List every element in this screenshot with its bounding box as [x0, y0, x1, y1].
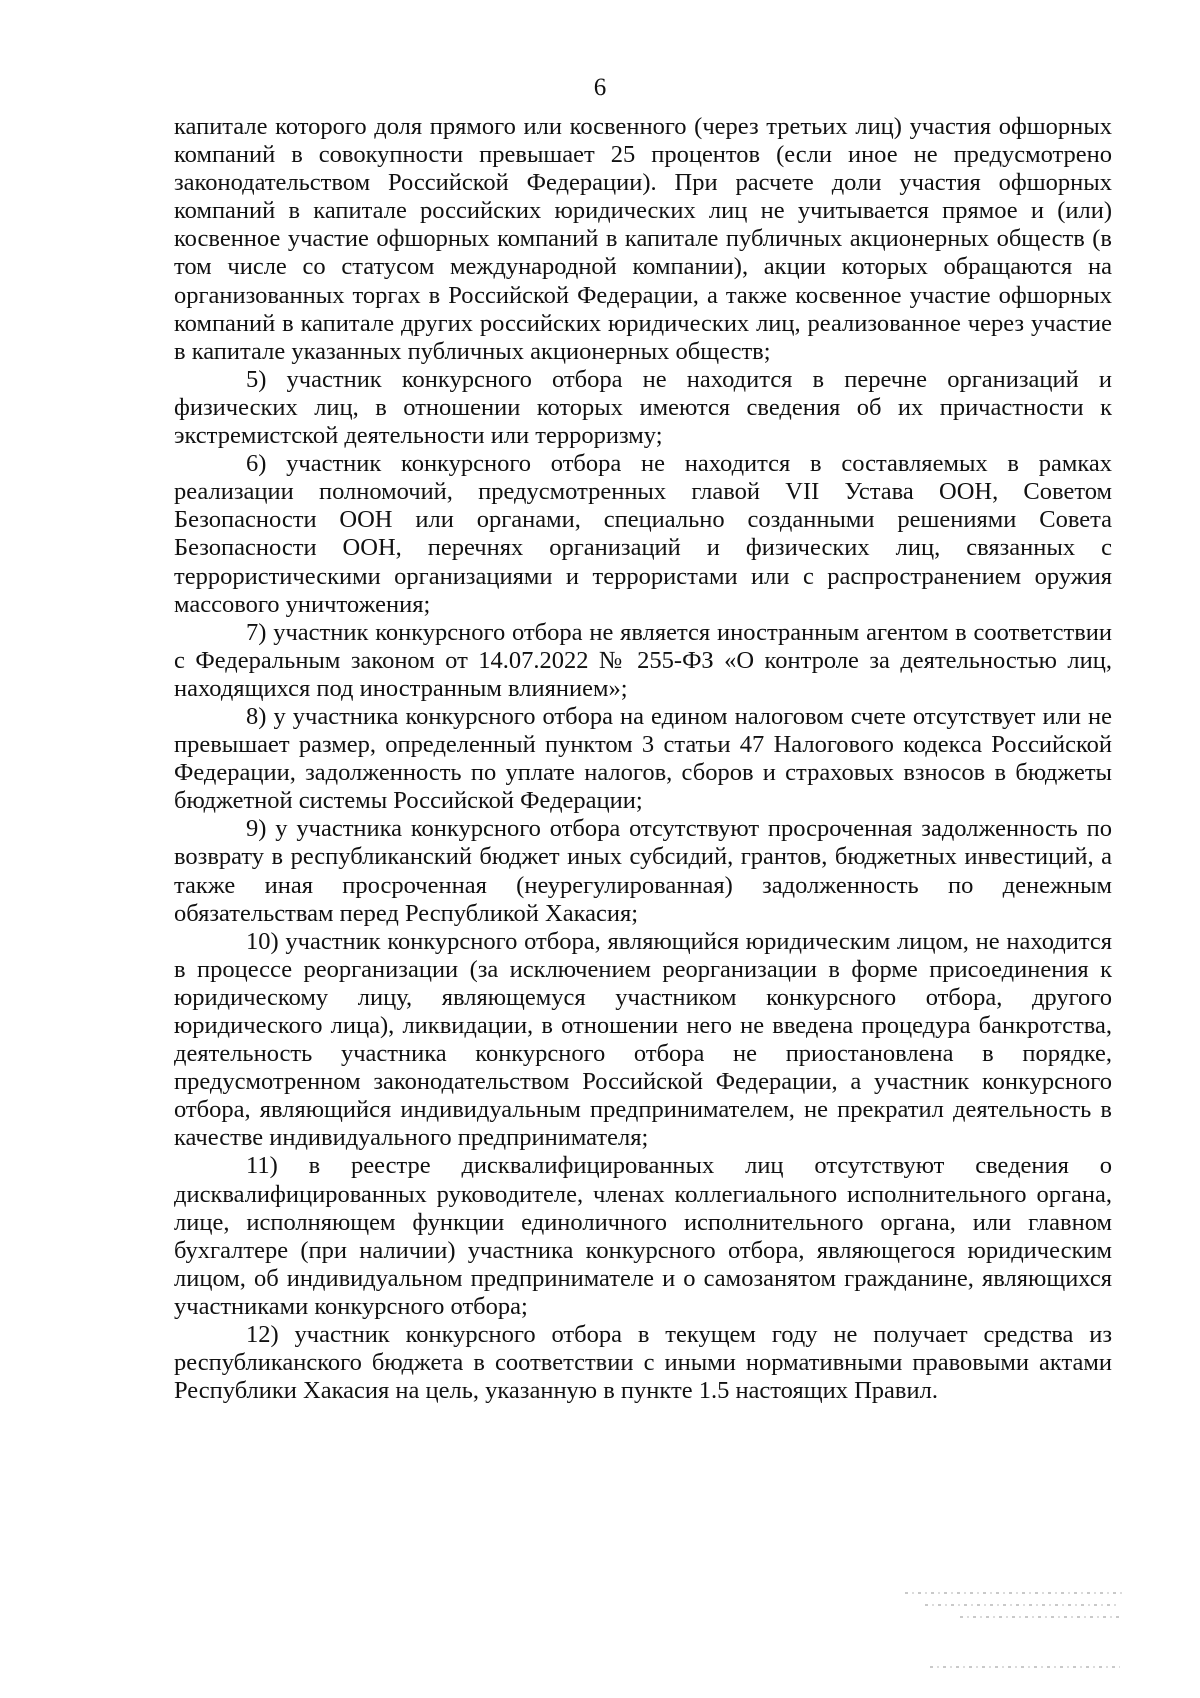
paragraph-item-11: 11) в реестре дисквалифицированных лиц отсутствуют сведения о дисквалифицированных руководителе, членах коллегиального исполнительного органа, лице, исполняющем функции единоличного исполнительного органа, или главном бухгалтере (при наличии) участника конкурсного отбора, являющегося юридическим лицом, об индивидуальном предпринимателе и о самозанятом гражданине, являющихся участниками конкурсного отбора;: [174, 1152, 1112, 1320]
paragraph-item-8: 8) у участника конкурсного отбора на едином налоговом счете отсутствует или не превышает размер, определенный пунктом 3 статьи 47 Налогового кодекса Российской Федерации, задолженность по уплате налогов, сборов и страховых взносов в бюджеты бюджетной системы Российской Федерации;: [174, 702, 1112, 815]
paragraph-item-6: 6) участник конкурсного отбора не находится в составляемых в рамках реализации полномочий, предусмотренных главой VII Устава ООН, Советом Безопасности ООН или органами, специально созданными решениями Совета Безопасности ООН, перечнях организаций и физических лиц, связанных с террористическими организациями и террористами или с распространением оружия массового уничтожения;: [174, 450, 1112, 618]
page-number: 6: [593, 74, 607, 101]
scan-artifact: [905, 1590, 1125, 1596]
scan-artifact: [925, 1602, 1120, 1608]
paragraph-item-9: 9) у участника конкурсного отбора отсутствуют просроченная задолженность по возврату в республиканский бюджет иных субсидий, грантов, бюджетных инвестиций, а также иная просроченная (неурегулированная) задолженность по денежным обязательствам перед Республикой Хакасия;: [174, 815, 1112, 927]
paragraph-item-5: 5) участник конкурсного отбора не находится в перечне организаций и физических лиц, в отношении которых имеются сведения об их причастности к экстремистской деятельности или терроризму;: [174, 365, 1112, 450]
scan-artifact: [960, 1614, 1120, 1620]
paragraph-item-12: 12) участник конкурсного отбора в текущем году не получает средства из республиканского бюджета в соответствии с иными нормативными правовыми актами Республики Хакасия на цель, указанную в пункте 1.5 настоящих Правил.: [174, 1321, 1112, 1405]
paragraph-offshore-capital: капитале которого доля прямого или косвенного (через третьих лиц) участия офшорных компаний в совокупности превышает 25 процентов (если иное не предусмотрено законодательством Российской Федерации). При расчете доли участия офшорных компаний в капитале российских юридических лиц не учитывается прямое и (или) косвенное участие офшорных компаний в капитале публичных акционерных обществ (в том числе со статусом международной компании), акции которых обращаются на организованных торгах в Российской Федерации, а также косвенное участие офшорных компаний в капитале других российских юридических лиц, реализованное через участие в капитале указанных публичных акционерных обществ;: [174, 113, 1112, 365]
scan-artifact: [930, 1664, 1120, 1670]
paragraph-item-10: 10) участник конкурсного отбора, являющийся юридическим лицом, не находится в процессе реорганизации (за исключением реорганизации в форме присоединения к юридическому лицу, являющемуся участником конкурсного отбора, другого юридического лица), ликвидации, в отношении него не введена процедура банкротства, деятельность участника конкурсного отбора не приостановлена в порядке, предусмотренном законодательством Российской Федерации, а участник конкурсного отбора, являющийся индивидуальным предпринимателем, не прекратил деятельность в качестве индивидуального предпринимателя;: [174, 927, 1112, 1152]
document-body: [174, 113, 1112, 1405]
paragraph-item-7: 7) участник конкурсного отбора не является иностранным агентом в соответствии с Федеральным законом от 14.07.2022 № 255-ФЗ «О контроле за деятельностью лиц, находящихся под иностранным влиянием»;: [174, 618, 1112, 702]
